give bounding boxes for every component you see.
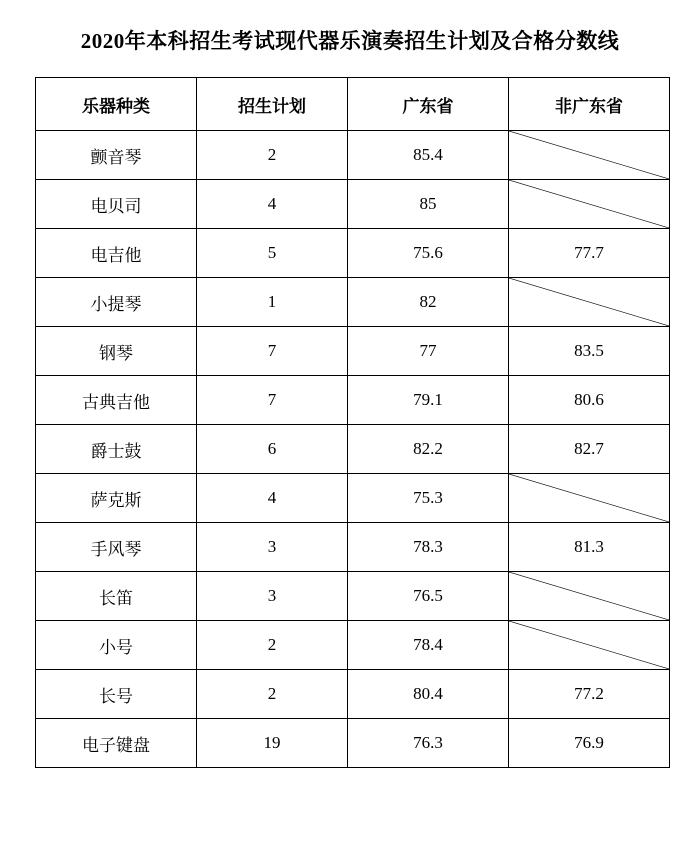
cell-guangdong-score: 82 <box>348 278 509 327</box>
cell-plan: 4 <box>197 474 348 523</box>
cell-plan: 3 <box>197 572 348 621</box>
cell-guangdong-score: 79.1 <box>348 376 509 425</box>
cell-instrument: 小号 <box>36 621 197 670</box>
column-header-plan: 招生计划 <box>197 78 348 131</box>
cell-instrument: 电吉他 <box>36 229 197 278</box>
page-title: 2020年本科招生考试现代器乐演奏招生计划及合格分数线 <box>80 29 620 53</box>
cell-instrument: 电贝司 <box>36 180 197 229</box>
cell-instrument: 电子键盘 <box>36 719 197 768</box>
column-header-guangdong: 广东省 <box>348 78 509 131</box>
table-row <box>36 523 670 572</box>
cell-guangdong-score: 77 <box>348 327 509 376</box>
cell-non-guangdong-score: 82.7 <box>509 425 670 474</box>
cell-plan: 1 <box>197 278 348 327</box>
cell-plan: 7 <box>197 327 348 376</box>
cell-guangdong-score: 75.3 <box>348 474 509 523</box>
table-row <box>36 572 670 621</box>
table-container <box>35 77 665 768</box>
cell-plan: 2 <box>197 621 348 670</box>
cell-instrument: 萨克斯 <box>36 474 197 523</box>
diagonal-strike-icon <box>509 474 669 522</box>
cell-plan: 6 <box>197 425 348 474</box>
table-row <box>36 425 670 474</box>
cell-non-guangdong-score: 77.2 <box>509 670 670 719</box>
cell-instrument: 长号 <box>36 670 197 719</box>
cell-instrument: 钢琴 <box>36 327 197 376</box>
cell-guangdong-score: 85.4 <box>348 131 509 180</box>
cell-plan: 2 <box>197 670 348 719</box>
cell-non-guangdong-score <box>509 278 670 327</box>
cell-non-guangdong-score <box>509 131 670 180</box>
cell-plan: 19 <box>197 719 348 768</box>
column-header-instrument: 乐器种类 <box>36 78 197 131</box>
table-row <box>36 621 670 670</box>
cell-plan: 5 <box>197 229 348 278</box>
cell-non-guangdong-score: 76.9 <box>509 719 670 768</box>
admission-plan-table <box>35 77 670 768</box>
cell-non-guangdong-score <box>509 572 670 621</box>
cell-non-guangdong-score <box>509 180 670 229</box>
document-page <box>0 28 700 865</box>
cell-guangdong-score: 75.6 <box>348 229 509 278</box>
diagonal-strike-icon <box>509 621 669 669</box>
cell-guangdong-score: 85 <box>348 180 509 229</box>
table-row <box>36 474 670 523</box>
table-row <box>36 670 670 719</box>
diagonal-strike-icon <box>509 131 669 179</box>
cell-plan: 2 <box>197 131 348 180</box>
cell-non-guangdong-score <box>509 621 670 670</box>
cell-instrument: 手风琴 <box>36 523 197 572</box>
table-row <box>36 376 670 425</box>
table-row <box>36 180 670 229</box>
cell-guangdong-score: 78.4 <box>348 621 509 670</box>
table-header <box>36 78 670 131</box>
table-row <box>36 131 670 180</box>
cell-instrument: 长笛 <box>36 572 197 621</box>
cell-guangdong-score: 80.4 <box>348 670 509 719</box>
cell-non-guangdong-score <box>509 474 670 523</box>
cell-instrument: 古典吉他 <box>36 376 197 425</box>
cell-plan: 7 <box>197 376 348 425</box>
diagonal-strike-icon <box>509 278 669 326</box>
diagonal-strike-icon <box>509 180 669 228</box>
cell-plan: 3 <box>197 523 348 572</box>
table-row <box>36 278 670 327</box>
cell-non-guangdong-score: 77.7 <box>509 229 670 278</box>
cell-non-guangdong-score: 81.3 <box>509 523 670 572</box>
cell-instrument: 颤音琴 <box>36 131 197 180</box>
table-row <box>36 229 670 278</box>
cell-guangdong-score: 76.3 <box>348 719 509 768</box>
cell-non-guangdong-score: 83.5 <box>509 327 670 376</box>
table-body <box>36 131 670 768</box>
table-row <box>36 719 670 768</box>
cell-instrument: 小提琴 <box>36 278 197 327</box>
cell-guangdong-score: 78.3 <box>348 523 509 572</box>
cell-instrument: 爵士鼓 <box>36 425 197 474</box>
cell-guangdong-score: 82.2 <box>348 425 509 474</box>
column-header-non-guangdong: 非广东省 <box>509 78 670 131</box>
cell-plan: 4 <box>197 180 348 229</box>
table-row <box>36 327 670 376</box>
table-header-row <box>36 78 670 131</box>
cell-guangdong-score: 76.5 <box>348 572 509 621</box>
cell-non-guangdong-score: 80.6 <box>509 376 670 425</box>
diagonal-strike-icon <box>509 572 669 620</box>
